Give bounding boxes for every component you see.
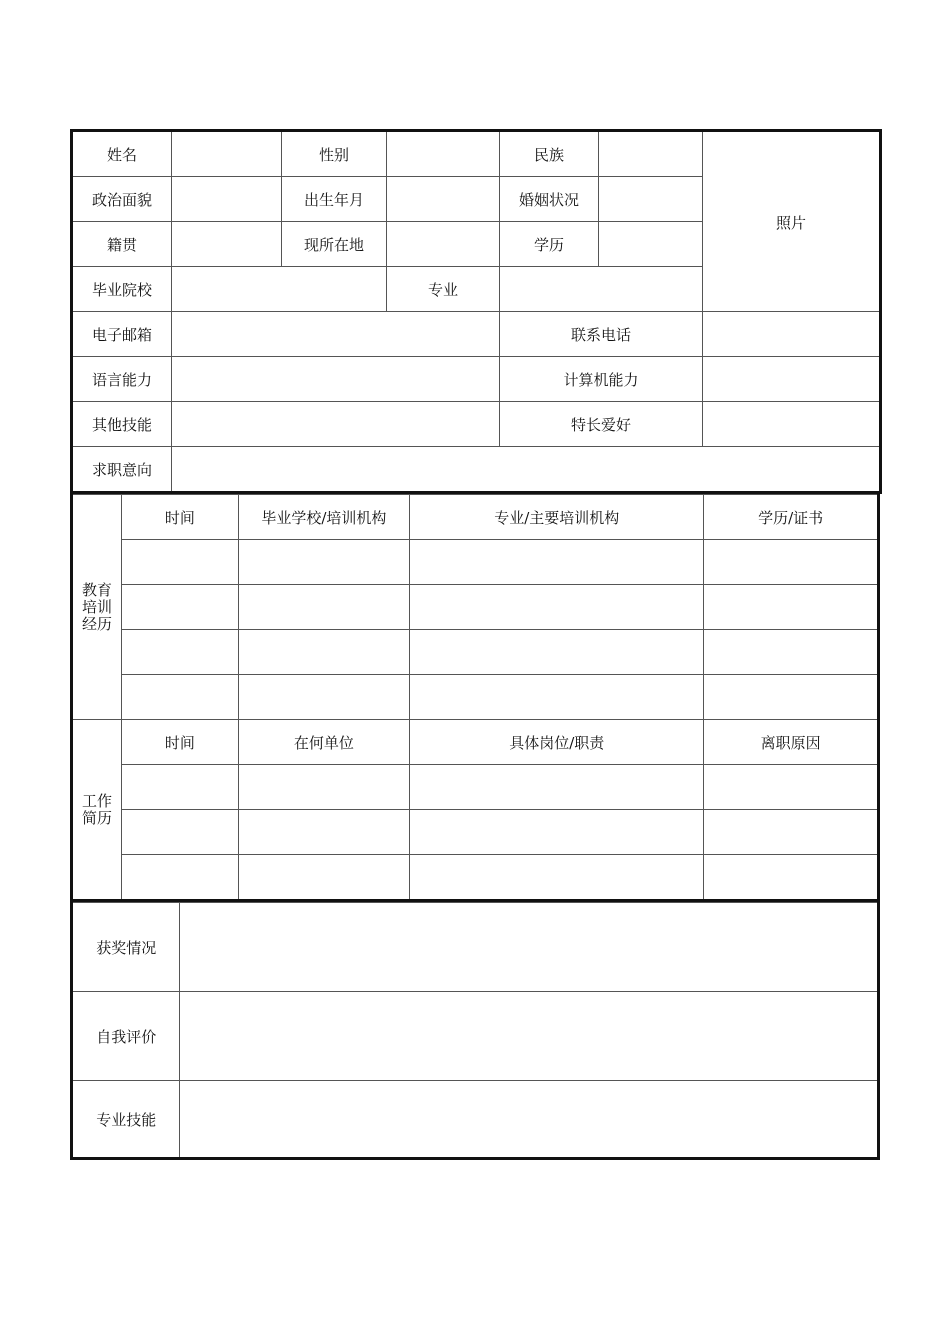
- table-row: [72, 720, 879, 765]
- edu-degree-field[interactable]: [704, 585, 879, 630]
- edu-major-field[interactable]: [410, 630, 704, 675]
- major-field[interactable]: [500, 267, 703, 312]
- edu-major-field[interactable]: [410, 585, 704, 630]
- name-label: 姓名: [72, 131, 172, 177]
- edu-degree-field[interactable]: [704, 540, 879, 585]
- work-company-field[interactable]: [238, 855, 410, 901]
- table-row: [72, 855, 879, 901]
- hobbies-label: 特长爱好: [500, 402, 703, 447]
- work-position-field[interactable]: [410, 765, 704, 810]
- work-position-field[interactable]: [410, 855, 704, 901]
- work-header-time: 时间: [122, 720, 238, 765]
- basic-info-table: [70, 129, 882, 494]
- marital-status-label: 婚姻状况: [500, 177, 599, 222]
- experience-table: [70, 494, 880, 902]
- phone-field[interactable]: [703, 312, 881, 357]
- table-row: [72, 540, 879, 585]
- marital-status-field[interactable]: [599, 177, 703, 222]
- native-place-field[interactable]: [172, 222, 282, 267]
- language-ability-label: 语言能力: [72, 357, 172, 402]
- email-field[interactable]: [172, 312, 500, 357]
- professional-skills-field[interactable]: [180, 1081, 879, 1159]
- political-status-label: 政治面貌: [72, 177, 172, 222]
- edu-header-degree: 学历/证书: [704, 495, 879, 540]
- table-row: [72, 810, 879, 855]
- work-position-field[interactable]: [410, 810, 704, 855]
- edu-degree-field[interactable]: [704, 630, 879, 675]
- table-row: [72, 585, 879, 630]
- photo-box[interactable]: [703, 131, 881, 312]
- table-row: [72, 675, 879, 720]
- gender-field[interactable]: [387, 131, 500, 177]
- work-company-field[interactable]: [238, 810, 410, 855]
- birth-date-field[interactable]: [387, 177, 500, 222]
- work-time-field[interactable]: [122, 855, 238, 901]
- current-location-label: 现所在地: [282, 222, 387, 267]
- table-row: [72, 312, 881, 357]
- edu-time-field[interactable]: [122, 585, 238, 630]
- ethnicity-label: 民族: [500, 131, 599, 177]
- edu-school-field[interactable]: [238, 585, 410, 630]
- name-field[interactable]: [172, 131, 282, 177]
- birth-date-label: 出生年月: [282, 177, 387, 222]
- computer-ability-label: 计算机能力: [500, 357, 703, 402]
- edu-school-field[interactable]: [238, 630, 410, 675]
- other-skills-field[interactable]: [172, 402, 500, 447]
- job-intention-label: 求职意向: [72, 447, 172, 493]
- work-header-position: 具体岗位/职责: [410, 720, 704, 765]
- education-field[interactable]: [599, 222, 703, 267]
- work-reason-field[interactable]: [704, 810, 879, 855]
- phone-label: 联系电话: [500, 312, 703, 357]
- work-header-company: 在何单位: [238, 720, 410, 765]
- edu-time-field[interactable]: [122, 630, 238, 675]
- awards-label: 获奖情况: [72, 903, 180, 992]
- edu-major-field[interactable]: [410, 675, 704, 720]
- edu-header-time: 时间: [122, 495, 238, 540]
- resume-form: [70, 129, 880, 1160]
- edu-time-field[interactable]: [122, 675, 238, 720]
- work-time-field[interactable]: [122, 765, 238, 810]
- edu-major-field[interactable]: [410, 540, 704, 585]
- work-header-reason: 离职原因: [704, 720, 879, 765]
- graduate-school-field[interactable]: [172, 267, 387, 312]
- photo-label: 照片: [776, 214, 807, 232]
- education-section-label: 教育 培训 经历: [72, 495, 122, 720]
- language-ability-field[interactable]: [172, 357, 500, 402]
- ethnicity-field[interactable]: [599, 131, 703, 177]
- job-intention-field[interactable]: [172, 447, 881, 493]
- edu-school-field[interactable]: [238, 540, 410, 585]
- political-status-field[interactable]: [172, 177, 282, 222]
- self-evaluation-field[interactable]: [180, 992, 879, 1081]
- work-reason-field[interactable]: [704, 765, 879, 810]
- gender-label: 性别: [282, 131, 387, 177]
- email-label: 电子邮箱: [72, 312, 172, 357]
- edu-header-major: 专业/主要培训机构: [410, 495, 704, 540]
- computer-ability-field[interactable]: [703, 357, 881, 402]
- edu-school-field[interactable]: [238, 675, 410, 720]
- professional-skills-label: 专业技能: [72, 1081, 180, 1159]
- work-company-field[interactable]: [238, 765, 410, 810]
- major-label: 专业: [387, 267, 500, 312]
- other-skills-label: 其他技能: [72, 402, 172, 447]
- graduate-school-label: 毕业院校: [72, 267, 172, 312]
- current-location-field[interactable]: [387, 222, 500, 267]
- table-row: [72, 765, 879, 810]
- work-reason-field[interactable]: [704, 855, 879, 901]
- table-row: [72, 402, 881, 447]
- edu-time-field[interactable]: [122, 540, 238, 585]
- table-row: [72, 131, 881, 177]
- table-row: [72, 447, 881, 493]
- work-section-label: 工作 简历: [72, 720, 122, 901]
- education-label: 学历: [500, 222, 599, 267]
- summary-table: [70, 902, 880, 1160]
- hobbies-field[interactable]: [703, 402, 881, 447]
- table-row: [72, 1081, 879, 1159]
- self-evaluation-label: 自我评价: [72, 992, 180, 1081]
- awards-field[interactable]: [180, 903, 879, 992]
- table-row: [72, 495, 879, 540]
- native-place-label: 籍贯: [72, 222, 172, 267]
- edu-header-school: 毕业学校/培训机构: [238, 495, 410, 540]
- table-row: [72, 992, 879, 1081]
- work-time-field[interactable]: [122, 810, 238, 855]
- table-row: [72, 357, 881, 402]
- edu-degree-field[interactable]: [704, 675, 879, 720]
- table-row: [72, 903, 879, 992]
- table-row: [72, 630, 879, 675]
